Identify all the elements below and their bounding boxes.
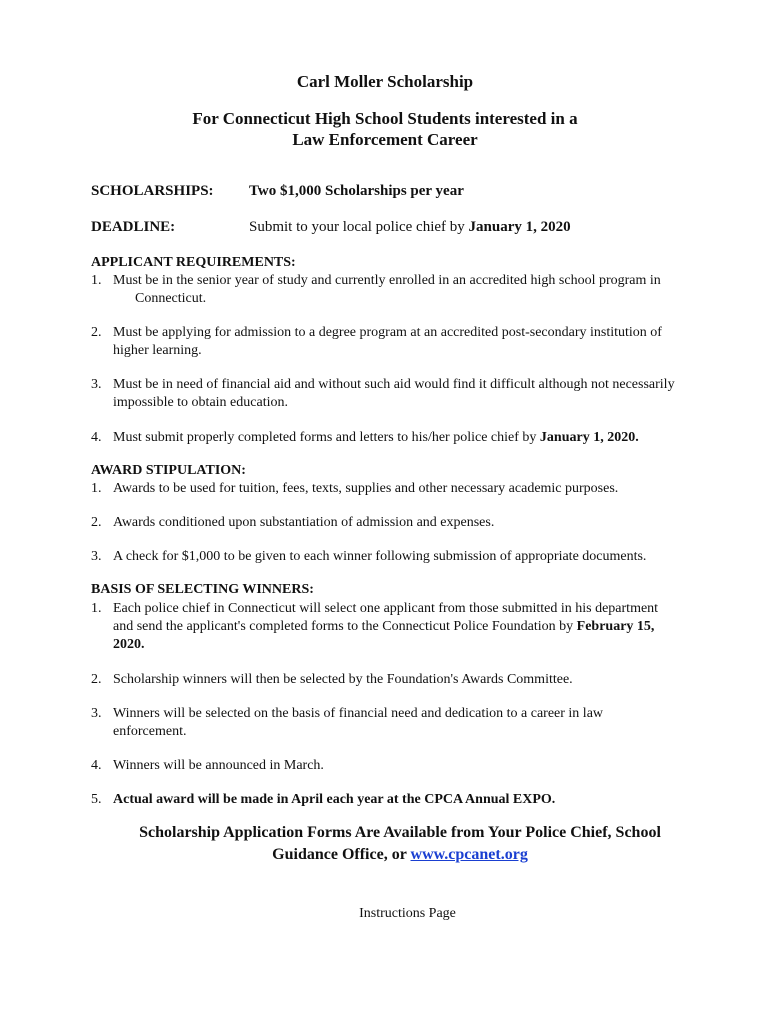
- item-text: [113, 429, 731, 447]
- availability-note-line-1: Scholarship Application Forms Are Available from Your Police Chief, School: [139, 824, 661, 841]
- item-text: Winners will be announced in March.: [113, 758, 324, 773]
- item-number: 4.: [91, 430, 102, 445]
- availability-note-line-2: [0, 844, 770, 866]
- item-number: 1.: [91, 601, 102, 616]
- item-line-part: and send the applicant's completed forms to the Connecticut Police Foundation by: [113, 619, 577, 634]
- scholarships-label: SCHOLARSHIPS:: [91, 183, 214, 199]
- item-text: Actual award will be made in April each year at the CPCA Annual EXPO.: [113, 792, 556, 807]
- item-line: Connecticut.: [135, 291, 207, 306]
- item-line: Must be in need of financial aid and without such aid would find it difficult although not necessarily: [113, 377, 675, 392]
- page-label: Instructions Page: [359, 906, 456, 921]
- item-number: 3.: [91, 549, 102, 564]
- availability-note-prefix: Guidance Office, or: [272, 846, 411, 863]
- item-number: 1.: [91, 481, 102, 496]
- subtitle-line-2: Law Enforcement Career: [292, 130, 478, 149]
- document-title: Carl Moller Scholarship: [296, 72, 474, 91]
- scholarships-value: Two $1,000 Scholarships per year: [249, 183, 464, 199]
- item-text: Awards conditioned upon substantiation of admission and expenses.: [113, 515, 495, 530]
- item-text: [113, 324, 731, 360]
- item-text: Awards to be used for tuition, fees, texts, supplies and other necessary academic purposes.: [113, 481, 619, 496]
- item-line: Must submit properly completed forms and letters to his/her police chief by: [113, 430, 540, 445]
- item-text: [113, 376, 731, 412]
- item-text: [113, 705, 731, 741]
- item-number: 4.: [91, 758, 102, 773]
- item-line: impossible to obtain education.: [113, 395, 288, 410]
- website-link[interactable]: www.cpcanet.org: [410, 846, 528, 863]
- item-line: Each police chief in Connecticut will select one applicant from those submitted in his department: [113, 601, 659, 616]
- award-stipulation-heading: AWARD STIPULATION:: [91, 463, 246, 478]
- item-number: 2.: [91, 515, 102, 530]
- item-line: Winners will be selected on the basis of financial need and dedication to a career in law: [113, 706, 604, 721]
- deadline-prefix: Submit to your local police chief by: [249, 219, 469, 235]
- deadline-label: DEADLINE:: [91, 219, 176, 235]
- deadline-value: [249, 219, 571, 236]
- item-number: 2.: [91, 672, 102, 687]
- item-line: [113, 618, 731, 636]
- basis-heading: BASIS OF SELECTING WINNERS:: [91, 582, 314, 597]
- item-text: A check for $1,000 to be given to each winner following submission of appropriate documents.: [113, 549, 647, 564]
- item-number: 3.: [91, 377, 102, 392]
- item-number: 2.: [91, 325, 102, 340]
- subtitle-line-1: For Connecticut High School Students interested in a: [192, 109, 578, 128]
- item-number: 5.: [91, 792, 102, 807]
- item-line: Must be in the senior year of study and currently enrolled in an accredited high school program in: [113, 273, 661, 288]
- item-line: higher learning.: [113, 343, 202, 358]
- item-text: [113, 272, 731, 308]
- item-text: [113, 600, 731, 654]
- item-line: Must be applying for admission to a degree program at an accredited post-secondary institution of: [113, 325, 662, 340]
- item-number: 1.: [91, 273, 102, 288]
- item-bold: February 15,: [576, 619, 655, 634]
- item-bold: January 1, 2020.: [539, 430, 639, 445]
- item-text: Scholarship winners will then be selected by the Foundation's Awards Committee.: [113, 672, 573, 687]
- deadline-date: January 1, 2020: [468, 219, 571, 235]
- item-number: 3.: [91, 706, 102, 721]
- item-line: enforcement.: [113, 724, 187, 739]
- applicant-requirements-heading: APPLICANT REQUIREMENTS:: [91, 255, 296, 270]
- item-bold: 2020.: [113, 637, 145, 652]
